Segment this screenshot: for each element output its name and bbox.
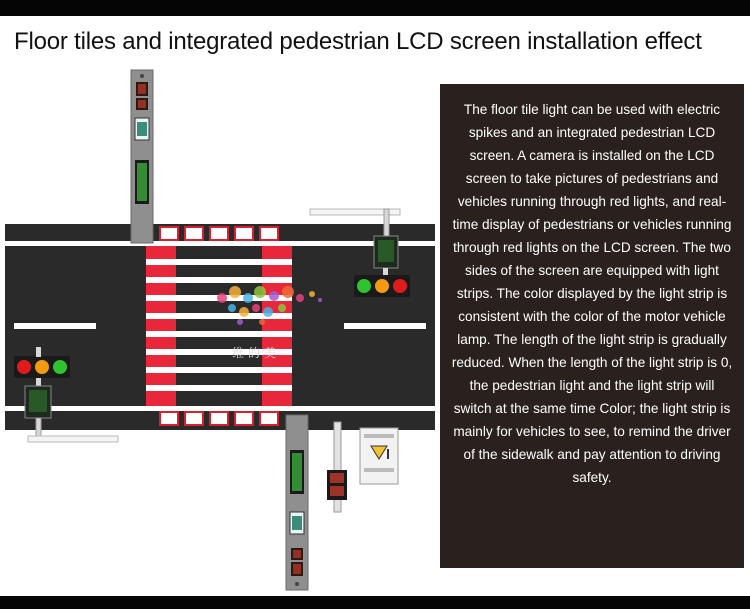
floor-tile-light-icon <box>160 227 278 240</box>
road-edge-line-top <box>5 241 435 246</box>
description-panel <box>440 84 744 568</box>
warning-sign-board <box>360 428 398 484</box>
lane-marking-left <box>14 323 96 329</box>
page-title: Floor tiles and integrated pedestrian LCD screen installation effect <box>14 28 702 55</box>
countdown-signal-post <box>327 422 347 512</box>
road-edge-line-bottom <box>5 406 435 411</box>
intersection-scene <box>0 60 440 596</box>
pedestrian-lcd-pole-bottom <box>286 415 308 590</box>
bottom-border <box>0 596 750 609</box>
floor-tile-light-icon <box>160 412 278 425</box>
pedestrian-lcd-pole-top <box>131 70 153 243</box>
description-text: The floor tile light can be used with electric spikes and an integrated pedestrian LCD screen. A camera is installed on the LCD screen to take pictures of pedestrians and vehicles running through red lights, and real-time display of pedestrians or vehicles running through red lights on the LCD screen. The two sides of the screen are equipped with light strips. The color displayed by the light strip is consistent with the color of the motor vehicle lamp. The length of the light strip is gradually reduced. When the length of the light strip is 0, the pedestrian light and the light strip will switch at the same time Color; the light strip is mainly for vehicles to see, to remind the driver of the sidewalk and pay attention to driving safety. <box>451 102 733 485</box>
lane-marking-right <box>344 323 426 329</box>
top-border <box>0 0 750 16</box>
crosswalk-red-band-right <box>262 246 292 406</box>
crosswalk-red-band-left <box>146 246 176 406</box>
watermark-text: 维的美 <box>232 346 281 360</box>
